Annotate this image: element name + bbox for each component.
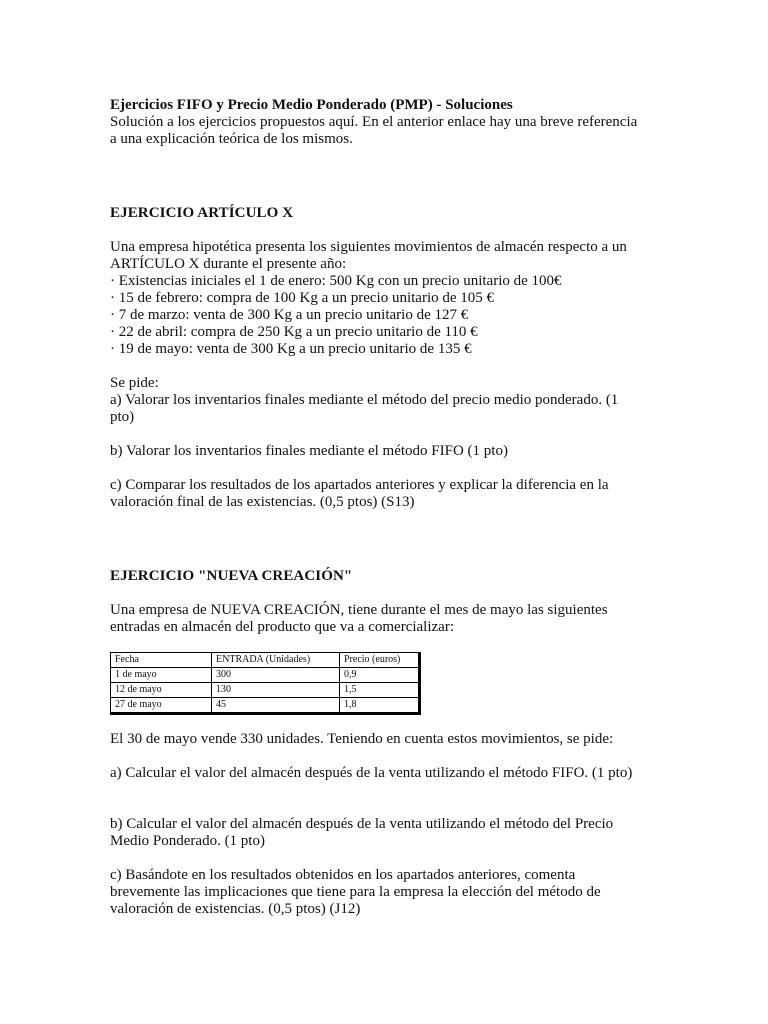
section-title-articulo-x: EJERCICIO ARTÍCULO X bbox=[110, 205, 294, 221]
movement-item: · 22 de abril: compra de 250 Kg a un precio unitario de 110 € bbox=[110, 324, 478, 340]
question-c: brevemente las implicaciones que tiene para la empresa la elección del método de bbox=[110, 884, 601, 900]
movement-item: · 7 de marzo: venta de 300 Kg a un precio unitario de 127 € bbox=[110, 307, 469, 323]
document-page bbox=[110, 97, 670, 918]
question-c: c) Basándote en los resultados obtenidos en los apartados anteriores, comenta bbox=[110, 867, 576, 883]
question-a: pto) bbox=[110, 409, 135, 425]
section-title-nueva-creacion: EJERCICIO "NUEVA CREACIÓN" bbox=[110, 568, 353, 584]
table-cell: 130 bbox=[212, 683, 340, 698]
se-pide-label: Se pide: bbox=[110, 375, 159, 391]
intro-text: Solución a los ejercicios propuestos aquí. En el anterior enlace hay una breve referencia bbox=[110, 114, 638, 130]
table-row bbox=[111, 683, 420, 698]
movement-item: · Existencias iniciales el 1 de enero: 500 Kg con un precio unitario de 100€ bbox=[110, 273, 562, 289]
table-cell: 1,8 bbox=[340, 698, 420, 714]
table-cell: 1 de mayo bbox=[111, 668, 212, 683]
table-row bbox=[111, 698, 420, 714]
question-a: a) Calcular el valor del almacén después de la venta utilizando el método FIFO. (1 pto) bbox=[110, 765, 633, 781]
table-row bbox=[111, 668, 420, 683]
question-c: c) Comparar los resultados de los apartados anteriores y explicar la diferencia en la bbox=[110, 477, 609, 493]
table-cell: 300 bbox=[212, 668, 340, 683]
document-title: Ejercicios FIFO y Precio Medio Ponderado (PMP) - Soluciones bbox=[110, 97, 513, 113]
movement-item: · 19 de mayo: venta de 300 Kg a un precio unitario de 135 € bbox=[110, 341, 472, 357]
paragraph: Una empresa de NUEVA CREACIÓN, tiene durante el mes de mayo las siguientes bbox=[110, 602, 608, 618]
paragraph: Una empresa hipotética presenta los siguientes movimientos de almacén respecto a un bbox=[110, 239, 627, 255]
question-c: valoración final de las existencias. (0,5 ptos) (S13) bbox=[110, 494, 415, 510]
question-b: Medio Ponderado. (1 pto) bbox=[110, 833, 265, 849]
sale-statement: El 30 de mayo vende 330 unidades. Teniendo en cuenta estos movimientos, se pide: bbox=[110, 731, 614, 747]
movement-item: · 15 de febrero: compra de 100 Kg a un precio unitario de 105 € bbox=[110, 290, 495, 306]
paragraph: ARTÍCULO X durante el presente año: bbox=[110, 256, 347, 272]
entries-table bbox=[110, 652, 421, 715]
table-header-row bbox=[111, 653, 420, 668]
question-b: b) Valorar los inventarios finales mediante el método FIFO (1 pto) bbox=[110, 443, 508, 459]
question-a: a) Valorar los inventarios finales mediante el método del precio medio ponderado. (1 bbox=[110, 392, 619, 408]
question-c: valoración de existencias. (0,5 ptos) (J12) bbox=[110, 901, 361, 917]
table-cell: 0,9 bbox=[340, 668, 420, 683]
paragraph: entradas en almacén del producto que va a comercializar: bbox=[110, 619, 454, 635]
table-header-cell: Precio (euros) bbox=[340, 653, 420, 668]
table-cell: 1,5 bbox=[340, 683, 420, 698]
table-cell: 27 de mayo bbox=[111, 698, 212, 714]
intro-text: a una explicación teórica de los mismos. bbox=[110, 131, 353, 147]
table-header-cell: ENTRADA (Unidades) bbox=[212, 653, 340, 668]
table-header-cell: Fecha bbox=[111, 653, 212, 668]
table-cell: 45 bbox=[212, 698, 340, 714]
question-b: b) Calcular el valor del almacén después de la venta utilizando el método del Precio bbox=[110, 816, 614, 832]
table-cell: 12 de mayo bbox=[111, 683, 212, 698]
